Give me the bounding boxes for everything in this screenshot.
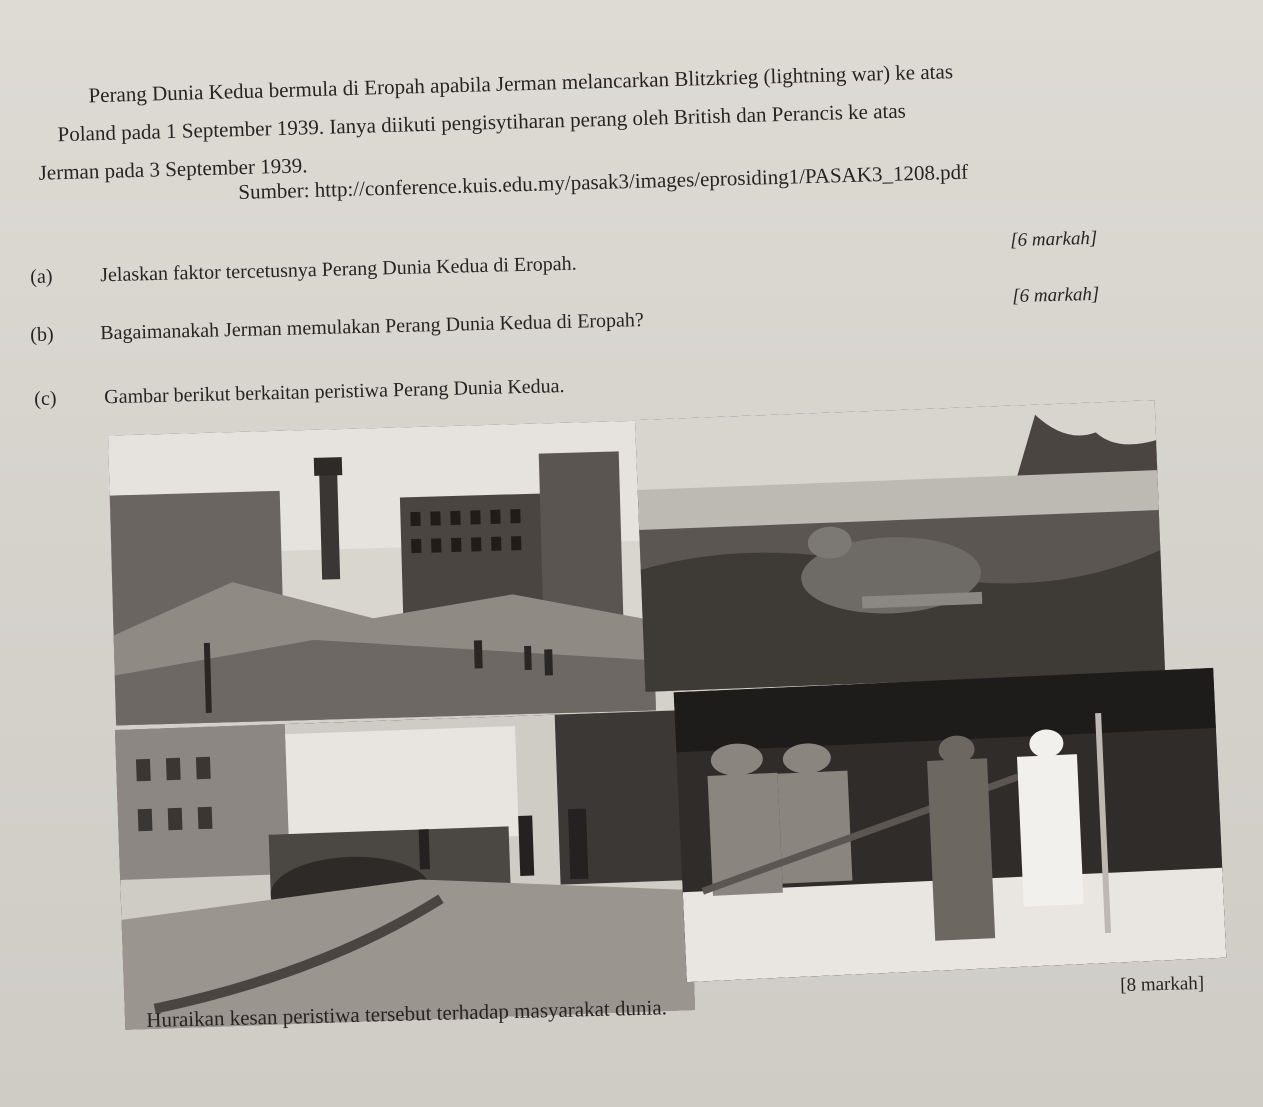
- photo-soldiers-execution: [674, 668, 1227, 982]
- marks-c: [8 markah]: [1120, 972, 1205, 996]
- question-a-label: (a): [30, 265, 53, 288]
- marks-a: [6 markah]: [1010, 227, 1098, 251]
- question-c-text: Gambar berikut berkaitan peristiwa Perang Dunia Kedua.: [103, 375, 565, 409]
- question-a: [30, 253, 577, 289]
- question-c-prompt: Huraikan kesan peristiwa tersebut terhadap masyarakat dunia.: [146, 995, 668, 1032]
- question-c: [34, 375, 565, 411]
- intro-line-1: Perang Dunia Kedua bermula di Eropah apabila Jerman melancarkan Blitzkrieg (lightning war) ke atas: [88, 59, 954, 108]
- source-citation: Sumber: http://conference.kuis.edu.my/pasak3/images/eprosiding1/PASAK3_1208.pdf: [238, 159, 969, 204]
- question-a-text: Jelaskan faktor tercetusnya Perang Dunia Kedua di Eropah.: [99, 252, 577, 287]
- question-b-text: Bagaimanakah Jerman memulakan Perang Dunia Kedua di Eropah?: [99, 309, 645, 345]
- intro-line-3: Jerman pada 3 September 1939.: [38, 153, 308, 185]
- question-c-label: (c): [34, 387, 57, 410]
- photo-destroyed-street: [115, 710, 695, 1030]
- question-b: [30, 309, 644, 347]
- intro-line-2: Poland pada 1 September 1939. Ianya diikuti pengisytiharan perang oleh British dan Perancis ke atas: [57, 98, 907, 147]
- photo-fallen-soldier: [635, 400, 1165, 692]
- photo-ruined-city: [108, 421, 656, 726]
- marks-b: [6 markah]: [1012, 283, 1100, 307]
- question-b-label: (b): [30, 323, 54, 346]
